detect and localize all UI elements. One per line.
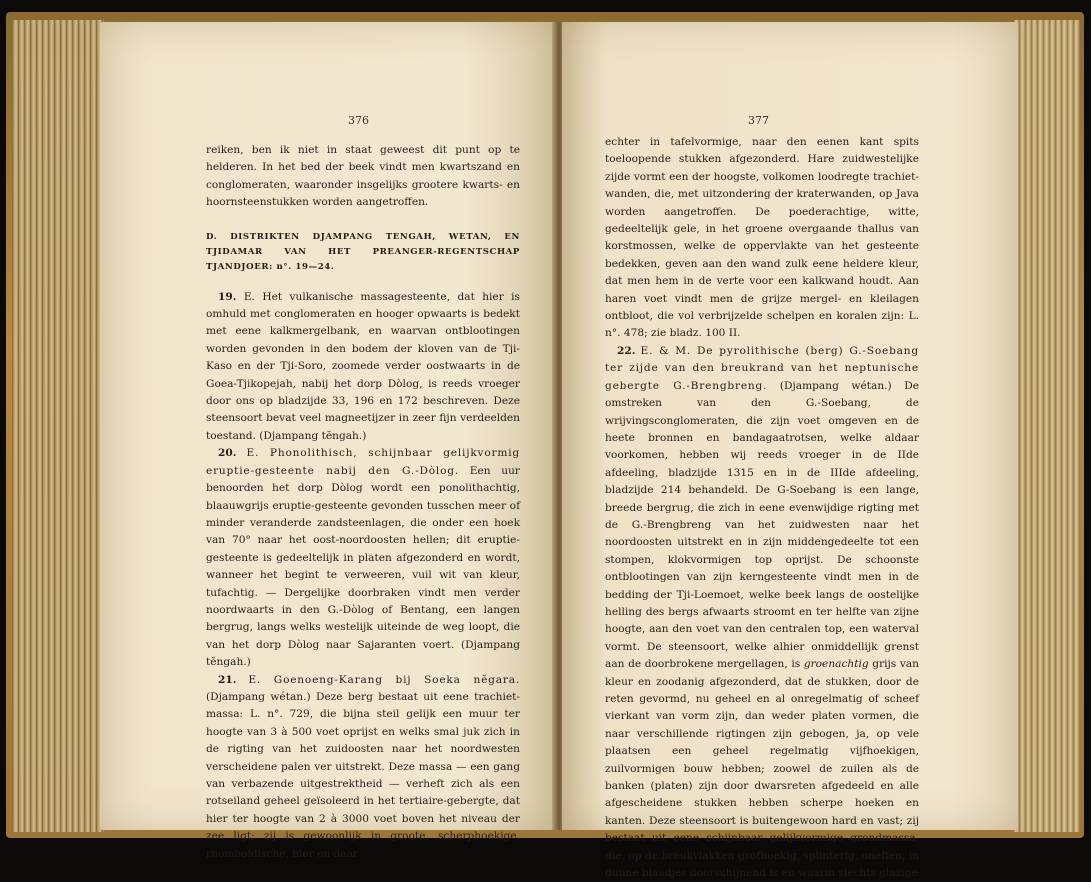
right-page-text — [605, 134, 919, 882]
section-heading: D. DISTRIKTEN DJAMPANG TENGAH, WETAN, EN TJIDAMAR VAN HET PREANGER-REGENTSCHAP TJANDJOER: n°. 19—24. — [206, 231, 520, 272]
entry-text: (Djampang wétan.) Deze berg bestaat uit eene trachiet-massa: L. n°. 729, die bijna steil gelijk een muur ter hoogte van 3 à 500 voet oprijst en welks smal juk zich in de rigting van het zuidoosten naar het noordwesten verscheidene palen ver uitstrekt. Deze massa — een gang van verbazende uitgestrektheid — verheft zich als een rotseiland geheel geïsoleerd in het tertiaire-gebergte, dat hier ter hoogte van 2 à 3000 voet boven het niveau der zee ligt; zij is gewoonlijk in groote, scherphoekige, rhomboïdische, hier en daar — [206, 690, 520, 860]
entry-20 — [206, 445, 520, 671]
entry-21 — [206, 672, 520, 863]
right-page — [562, 22, 1018, 880]
entry-text: (Djampang wétan.) De omstreken van den G.-Soebang, de wrijvingsconglomeraten, die zijn voet omgeven en de heete bronnen en bandagaatrotsen, welke aldaar voorkomen, hebben wij reeds vroeger in de IIde afdeeling, bladzijde 1315 en in de IIIde afdeeling, bladzijde 214 behandeld. De G-Soebang is een lange, breede bergrug, die zich in eene evenwijdige rigting met de G.-Brengbreng van het zuidwesten naar het noordoosten uitstrekt en in zijn middengedeelte tot een stompen, klokvormigen top oprijst. De schoonste ontblootingen van zijn kerngesteente vindt men in de bedding der Tji-Loemoet, welke beek langs de oostelijke helling des bergs afwaarts stroomt en ter helfte van zijne hoogte, aan den voet van den centralen top, een waterval vormt. De steensoort, welke alhier onmiddellijk grenst aan de doorbrokene mergellagen, is — [605, 379, 919, 671]
paragraph-continuation: reiken, ben ik niet in staat geweest dit punt op te helderen. In het bed der beek vindt men kwartszand en conglomeraten, waaronder insgelijks grootere kwarts- en hoornsteenstukken worden aangetroffen. — [206, 144, 520, 209]
entry-text: E. Het vulkanische massagesteente, dat hier is omhuld met conglomeraten en hooger opwaarts is bedekt met eene kalkmergelbank, en waarvan ontblootingen worden gevonden in den bodem der kloven van de Tji-Kaso en der Tji-Soro, zoomede verder oostwaarts in de Goea-Tjikopejah, nabij het dorp Dòlog, is reeds vroeger door ons op bladzijde 33, 196 en 172 beschreven. Deze steensoort bevat veel magneetijzer in zeer fijn verdeelden toestand. (Djampang tĕngah.) — [206, 290, 520, 442]
entry-number: 21. — [218, 673, 237, 686]
left-page — [100, 22, 556, 860]
entry-number: 20. — [218, 447, 237, 460]
entry-title: E. Goenoeng-Karang bij Soeka nĕgara. — [248, 673, 520, 686]
left-page-text — [206, 142, 520, 863]
entry-italic-word: groenachtig — [803, 658, 869, 671]
page-number-right: 377 — [748, 114, 769, 127]
entry-text: Een uur benoorden het dorp Dòlog wordt een ponolithachtig, blaauwgrijs eruptie-gesteente gevonden tusschen meer of minder veranderde zandsteenlagen, die onder een hoek van 70° naar het oost-noordoosten hellen; dit eruptie-gesteente is gedeeltelijk in platen afgezonderd en wordt, wanneer het begint te verweeren, vuil wit van kleur, tufachtig. — Dergelijke doorbraken vindt men verder noordwaarts in den G.-Dòlog of Bentang, een langen bergrug, langs welks westelijk uiteinde de weg loopt, die van het dorp Dòlog naar Sajaranten voert. (Djampang tĕngah.) — [206, 464, 520, 669]
page-number-left: 376 — [348, 114, 369, 127]
entry-text-continued: grijs van kleur en zoodanig afgezonderd, dat de stukken, door de reten gevormd, nu geheel en al onregelmatig of scheef vierkant van vorm zijn, dan weder platen vormen, die naar verschillende rigtingen zijn gebogen, ja, op vele plaatsen een geheel regelmatig vijfhoekigen, zuilvormigen bouw hebben; zoowel de zuilen als de banken (platen) zijn door dwarsreten afgedeeld en alle afgescheidene stukken hebben scherpe hoeken en kanten. Deze steensoort is buitengewoon hard en vast; zij bestaat uit eene schijnbaar gelijkvormige grondmassa, die, op de breukvlakken grofhoekig, splinterig, oneffen, in dunne blaadjes doorschijnend is en waarin slechts glazige — [605, 658, 919, 880]
page-edges-left — [12, 20, 104, 832]
page-edges-right — [1014, 20, 1080, 832]
entry-number: 22. — [617, 344, 636, 357]
entry-19 — [206, 289, 520, 446]
entry-title: E. Phonolithisch, schijnbaar gelijkvormig eruptie-gesteente nabij den G.-Dòlog. — [206, 447, 520, 477]
paragraph-continuation: echter in tafelvormige, naar den eenen kant spits toeloopende stukken afgezonderd. Hare zuidwestelijke zijde vormt een der hoogste, volkomen loodregte trachiet-wanden, die, met uitzondering der kraterwanden, op Java worden aangetroffen. De poederachtige, witte, gedeeltelijk gele, in het groene overgaande thallus van korstmossen, welke de oppervlakte van het gesteente bedekken, geven aan den wand zulk eene heldere kleur, dat men hem in de verte voor een kalkwand houdt. Aan haren voet vindt men de grijze mergel- en kleilagen ontbloot, die vol verbrijzelde schelpen en koralen zijn: L. n°. 478; zie bladz. 100 II. — [605, 136, 919, 340]
entry-title: E. & M. De pyrolithische (berg) G.-Soebang ter zijde van den breukrand van het neptunische gebergte G.-Brengbreng. — [605, 344, 919, 392]
entry-22 — [605, 343, 919, 882]
entry-number: 19. — [218, 290, 237, 303]
